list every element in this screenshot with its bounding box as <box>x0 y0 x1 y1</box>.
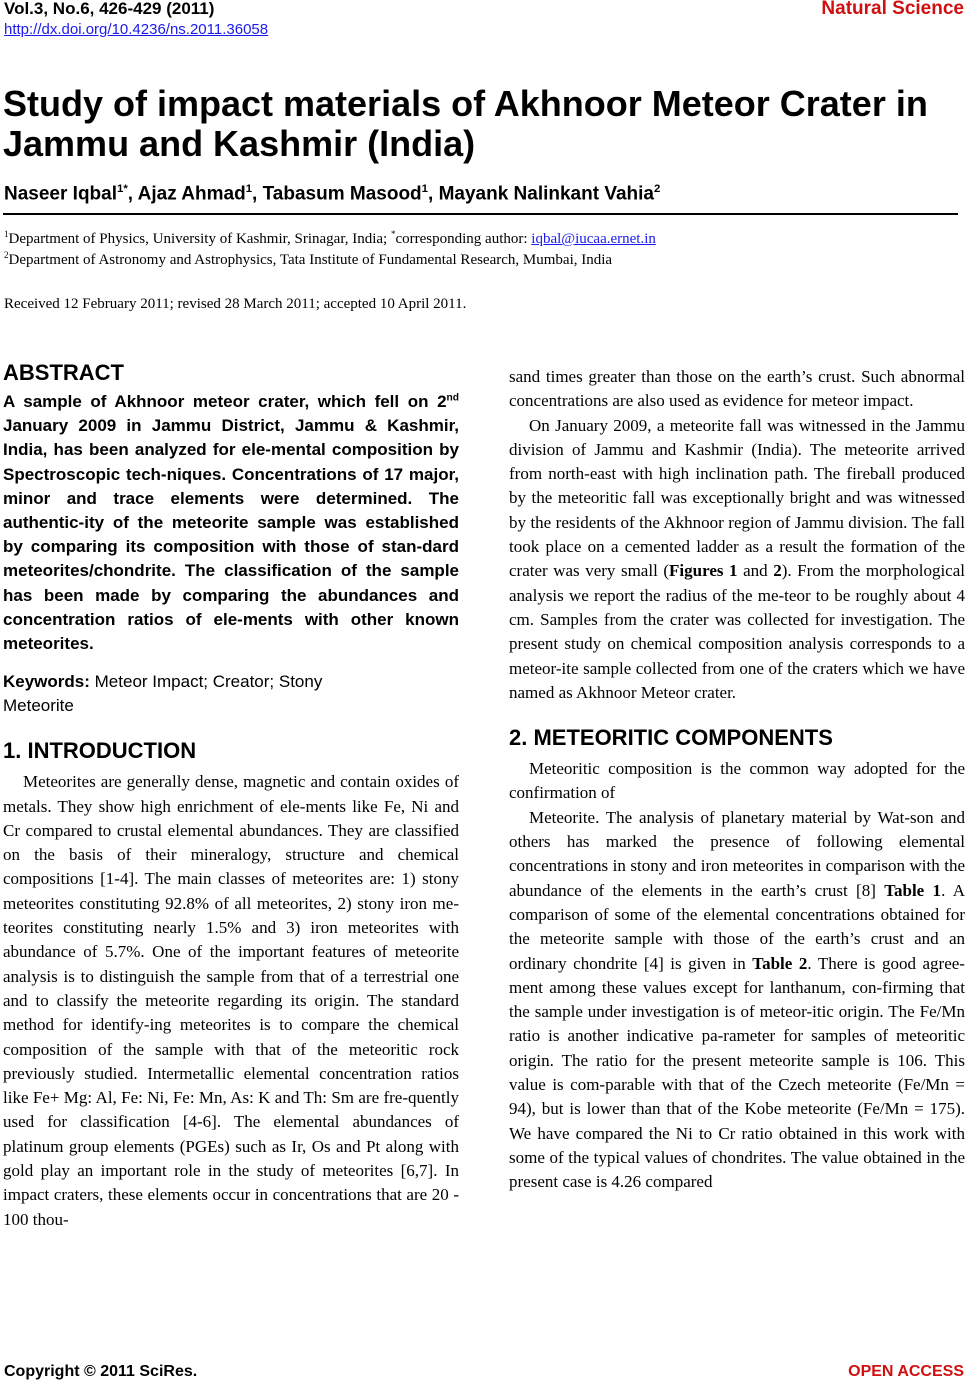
left-column <box>3 360 459 1232</box>
keywords <box>3 670 383 718</box>
keywords-text: Meteor Impact; Creator; Stony Meteorite <box>3 672 323 716</box>
volume-info: Vol.3, No.6, 426-429 (2011) <box>4 0 215 18</box>
author-affiliation-mark: 1 <box>421 183 428 195</box>
ordinal-suffix: nd <box>446 392 459 404</box>
table-reference: Table 2 <box>752 953 808 973</box>
paragraph-text: and <box>737 561 774 581</box>
affiliation-2 <box>4 250 612 269</box>
author-affiliation-mark: 1 <box>245 183 253 195</box>
intro-paragraph-1-continued: sand times greater than those on the earth’s crust. Such abnormal concentrations are also used as evidence for meteor impact. <box>509 367 965 411</box>
intro-paragraph-2 <box>509 414 965 706</box>
author-separator: , <box>252 183 263 205</box>
abstract-text-part: January 2009 in Jammu District, Jammu & Kashmir, India, has been analyzed for ele-mental composition by Spectroscopic tech-niques. Concentrations of 17 major, minor and trace elements were determined. The authentic-ity of the meteorite sample was established by comparing its composition with those of stan-dard meteorites/chondrite. The classification of the sample has been made by comparing the abundances and concentration ratios of ele-ments with other known meteorites. <box>3 416 459 654</box>
affiliation-mark: 2 <box>4 250 9 260</box>
affiliation-text: Department of Astronomy and Astrophysics, Tata Institute of Fundamental Research, Mumbai, India <box>8 252 613 268</box>
intro-heading: 1. INTRODUCTION <box>3 738 197 764</box>
author-affiliation-mark: 1* <box>117 183 128 195</box>
affiliation-text: Department of Physics, University of Kashmir, Srinagar, India; <box>8 231 391 247</box>
paper-title: Study of impact materials of Akhnoor Meteor Crater in Jammu and Kashmir (India) <box>3 83 928 164</box>
corresponding-label: corresponding author: <box>395 231 532 247</box>
author-name: Tabasum Masood <box>262 183 422 205</box>
title-divider <box>3 213 958 215</box>
open-access-label: OPEN ACCESS <box>848 1363 964 1380</box>
section-2-heading: 2. METEORITIC COMPONENTS <box>509 725 833 751</box>
keywords-label: Keywords: <box>3 672 90 692</box>
affiliation-mark: 1 <box>4 229 9 239</box>
author-separator: , <box>428 183 439 205</box>
journal-name: Natural Science <box>821 0 964 19</box>
figure-reference: Figures 1 <box>669 561 738 581</box>
author-name: Ajaz Ahmad <box>137 183 246 205</box>
author-name: Naseer Iqbal <box>4 183 117 205</box>
right-column <box>509 365 965 1195</box>
figure-reference: 2 <box>773 561 782 581</box>
abstract-text-part: A sample of Akhnoor meteor crater, which fell on 2 <box>3 392 447 411</box>
table-reference: Table 1 <box>884 880 942 900</box>
section-2-paragraph-2 <box>509 806 965 1195</box>
affiliation-1 <box>4 229 656 248</box>
paragraph-text: Meteorite. The analysis of planetary material by Wat-son and others has marked the presence of following elemental concentrations in stony and iron meteorites in comparison with the abundance of the elements in the earth’s crust [8] <box>509 807 965 900</box>
paragraph-text: . A comparison of some of the elemental concentrations obtained for the meteorite sample with those of the earth’s crust and an ordinary chondrite [4] is given in <box>509 880 965 973</box>
copyright-notice: Copyright © 2011 SciRes. <box>4 1363 198 1380</box>
author-list <box>4 183 660 205</box>
author-name: Mayank Nalinkant Vahia <box>438 183 654 205</box>
corresponding-mark: * <box>390 229 396 239</box>
paragraph-text: ). From the morphological analysis we report the radius of the me-teor to be roughly about 4 cm. Samples from the crater was collected for investigation. The present study on chemical composition analysis corresponds to a meteor-ite sample collected from one of the craters which we have named as Akhnoor Meteor crater. <box>509 561 965 702</box>
intro-paragraph-1: Meteorites are generally dense, magnetic and contain oxides of metals. They show high enrichment of ele-ments like Fe, Ni and Cr compared to crustal elemental abundances. They are classified on the basis of their mineralogy, structure and chemical compositions [1-4]. The main classes of meteorites are: 1) stony meteorites constituting 92.8% of all meteorites, 2) stony iron me-teorites constituting nearly 1.5% and 3) iron meteorites with abundance of 5.7%. One of the important features of meteorite analysis is to distinguish the sample from that of a terrestrial one and to classify the meteorite regarding its origin. The standard method for identify-ing meteorites is to compare the chemical composition of the sample with that of the meteoritic rock previously studied. Intermetallic elemental concentration ratios like Fe+ Mg: Al, Fe: Ni, Fe: Mn, As: K and Th: Sm are fre-quently used for classification [4-6]. The elemental abundances of platinum group elements (PGEs) such as Ir, Os and Pt along with gold play an important role in the study of meteorites [6,7]. In impact craters, these elements occur in concentrations that are 20 - 100 thou- <box>3 772 459 1229</box>
author-separator: , <box>127 183 138 205</box>
paragraph-text: . There is good agree-ment among these values except for lanthanum, con-firming that the sample under investigation is of meteor-itic origin. The Fe/Mn ratio is another indicative pa-rameter for samples of meteoritic origin. The ratio for the present meteorite sample is 106. This value is com-parable with that of the Czech meteorite (Fe/Mn = 94), but is lower than that of the Kobe meteorite (Fe/Mn = 175). We have compared the Ni to Cr ratio obtained in this work with some of the typical values of chondrites. The value obtained in the present case is 4.26 compared <box>509 953 965 1192</box>
received-dates: Received 12 February 2011; revised 28 March 2011; accepted 10 April 2011. <box>4 296 467 312</box>
paragraph-text: On January 2009, a meteorite fall was witnessed in the Jammu division of Jammu and Kashmir (India). The meteorite arrived from north-east with high inclination path. The fireball produced by the meteoritic fall was exceptionally bright and was witnessed by the residents of the Akhnoor region of Jammu division. The fall took place on a cemented ladder as a result the formation of the crater was very small ( <box>509 415 965 581</box>
abstract-heading: ABSTRACT <box>3 360 124 385</box>
abstract-text <box>3 390 459 656</box>
author-affiliation-mark: 2 <box>653 183 661 195</box>
email-link[interactable]: iqbal@iucaa.ernet.in <box>531 231 656 247</box>
doi-link[interactable]: http://dx.doi.org/10.4236/ns.2011.36058 <box>4 21 269 38</box>
section-2-paragraph-1: Meteoritic composition is the common way adopted for the confirmation of <box>509 759 965 803</box>
